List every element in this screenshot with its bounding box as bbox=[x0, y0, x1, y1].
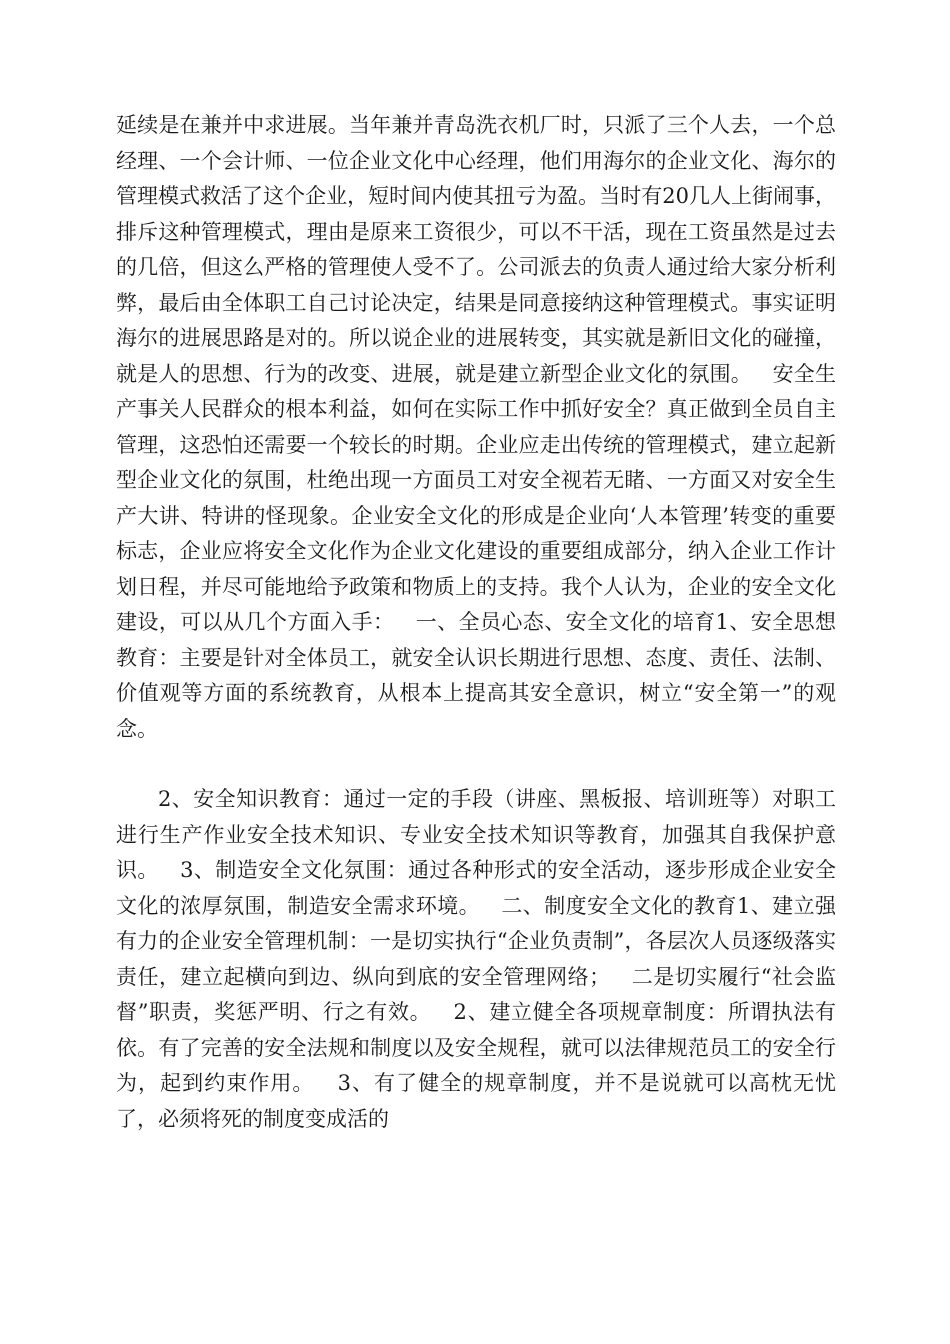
document-page bbox=[116, 108, 836, 1137]
body-paragraph-1: 延续是在兼并中求进展。当年兼并青岛洗衣机厂时，只派了三个人去，一个总经理、一个会计师、一位企业文化中心经理，他们用海尔的企业文化、海尔的管理模式救活了这个企业，短时间内使其扭亏为盈。当时有20几人上街闹事，排斥这种管理模式，理由是原来工资很少，可以不干活，现在工资虽然是过去的几倍，但这么严格的管理使人受不了。公司派去的负责人通过给大家分析利弊，最后由全体职工自己讨论决定，结果是同意接纳这种管理模式。事实证明海尔的进展思路是对的。所以说企业的进展转变，其实就是新旧文化的碰撞，就是人的思想、行为的改变、进展，就是建立新型企业文化的氛围。 安全生产事关人民群众的根本利益，如何在实际工作中抓好安全？真正做到全员自主管理，这恐怕还需要一个较长的时期。企业应走出传统的管理模式，建立起新型企业文化的氛围，杜绝出现一方面员工对安全视若无睹、一方面又对安全生产大讲、特讲的怪现象。企业安全文化的形成是企业向‘人本管理’转变的重要标志，企业应将安全文化作为企业文化建设的重要组成部分，纳入企业工作计划日程，并尽可能地给予政策和物质上的支持。我个人认为，企业的安全文化建设，可以从几个方面入手： 一、全员心态、安全文化的培育1、安全思想教育：主要是针对全体员工，就安全认识长期进行思想、态度、责任、法制、价值观等方面的系统教育，从根本上提高其安全意识，树立“安全第一”的观念。 bbox=[116, 113, 836, 741]
paragraph-spacer bbox=[116, 747, 836, 782]
body-paragraph-2: 2、安全知识教育：通过一定的手段（讲座、黑板报、培训班等）对职工进行生产作业安全技术知识、专业安全技术知识等教育，加强其自我保护意识。 3、制造安全文化氛围：通过各种形式的安全活动，逐步形成企业安全文化的浓厚氛围，制造安全需求环境。 二、制度安全文化的教育1、建立强有力的企业安全管理机制：一是切实执行“企业负责制”，各层次人员逐级落实责任，建立起横向到边、纵向到底的安全管理网络； 二是切实履行“社会监督”职责，奖惩严明、行之有效。 2、建立健全各项规章制度：所谓执法有依。有了完善的安全法规和制度以及安全规程，就可以法律规范员工的安全行为，起到约束作用。 3、有了健全的规章制度，并不是说就可以高枕无忧了，必须将死的制度变成活的 bbox=[116, 787, 836, 1131]
